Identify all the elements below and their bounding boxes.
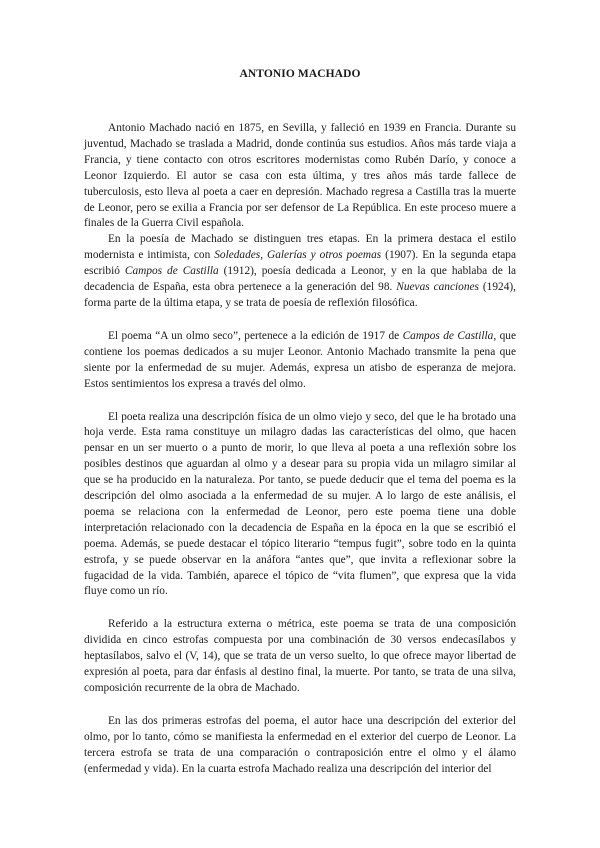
- text-segment: que contiene los poemas dedicados a su mujer Leonor. Antonio Machado transmite la pena que siente por la enfermedad de su mujer. Además, expresa un atisbo de esperanza de mejora. Estos sentimientos los expresa a través del olmo.: [84, 329, 516, 390]
- paragraph: [84, 714, 516, 778]
- document-title: ANTONIO MACHADO: [239, 68, 361, 80]
- text-segment: (1912), poesía dedicada a Leonor, y en la que hablaba de la decadencia de España, esta obra pertenece a la generación del 98.: [84, 265, 517, 294]
- text-segment: (1924), forma parte de la última etapa, y se trata de poesía de reflexión filosófica.: [84, 281, 516, 309]
- italic-title: Campos de Castilla,: [402, 329, 497, 342]
- text-segment: Referido a la estructura externa o métrica, este poema se trata de una composición dividida en cinco estrofas compuesta por una combinación de 30 versos endecasílabos y heptasílabos, salvo el (V, 14), que se trata de un verso suelto, lo que ofrece mayor libertad de expresión al poeta, para dar énfasis al destino final, la muerte. Por tanto, se trata de una silva, composición recurrente de la obra de Machado.: [84, 618, 516, 694]
- paragraph: [84, 232, 516, 312]
- italic-title: Campos de Castilla: [124, 265, 219, 278]
- paragraph: [84, 617, 516, 697]
- text-segment: En la poesía de Machado se distinguen tres etapas. En la primera destaca el estilo modernista e intimista, con: [84, 233, 516, 262]
- text-segment: Antonio Machado nació en 1875, en Sevilla, y falleció en 1939 en Francia. Durante su juventud, Machado se traslada a Madrid, donde continúa sus estudios. Años más tarde viaja a Francia, y tiene contacto con otros escritores modernistas como Rubén Darío, y conoce a Leonor Izquierdo. El autor se casa con esta última, y tres años más tarde fallece de tuberculosis, esto lleva al poeta a caer en depresión. Machado regresa a Castilla tras la muerte de Leonor, pero se exilia a Francia por ser defensor de La República. En este proceso muere a finales de la Guerra Civil española.: [84, 122, 516, 230]
- paragraph: [84, 121, 516, 232]
- text-segment: El poeta realiza una descripción física de un olmo viejo y seco, del que le ha brotado una hoja verde. Esta rama constituye un milagro dadas las características del olmo, que hacen pensar en un ser muerto o a punto de morir, lo que lleva al poeta a una reflexión sobre los posibles destinos que aguardan al olmo y a desear para su propia vida un milagro similar al que se ha producido en la naturaleza. Por tanto, se puede deducir que el tema del poema es la descripción del olmo asociada a la enfermedad de su mujer. A lo largo de este análisis, el poema se relaciona con la enfermedad de Leonor, pero este poema tiene una doble interpretación relacionado con la decadencia de España en la época en la que se escribió el poema. Además, se puede destacar el tópico literario “tempus fugit”, sobre todo en la quinta estrofa, y se puede observar en la anáfora “antes que”, que invita a reflexionar sobre la fugacidad de la vida. También, aparece el tópico de “vita flumen”, que expresa que la vida fluye como un río.: [84, 410, 516, 598]
- text-segment: El poema “A un olmo seco”, pertenece a la edición de 1917 de: [108, 329, 403, 342]
- text-segment: En las dos primeras estrofas del poema, el autor hace una descripción del exterior del olmo, por lo tanto, cómo se manifiesta la enfermedad en el exterior del cuerpo de Leonor. La tercera estrofa se trata de una comparación o contraposición entre el olmo y el álamo (enfermedad y vida). En la cuarta estrofa Machado realiza una descripción del interior del: [84, 714, 516, 775]
- italic-title: Soledades, Galerías y otros poemas: [214, 249, 382, 262]
- paragraph: [84, 410, 516, 601]
- document-body: [84, 121, 516, 778]
- text-segment: (1907). En la segunda etapa escribió: [84, 249, 516, 278]
- paragraph: [84, 329, 516, 393]
- italic-title: Nuevas canciones: [396, 281, 479, 294]
